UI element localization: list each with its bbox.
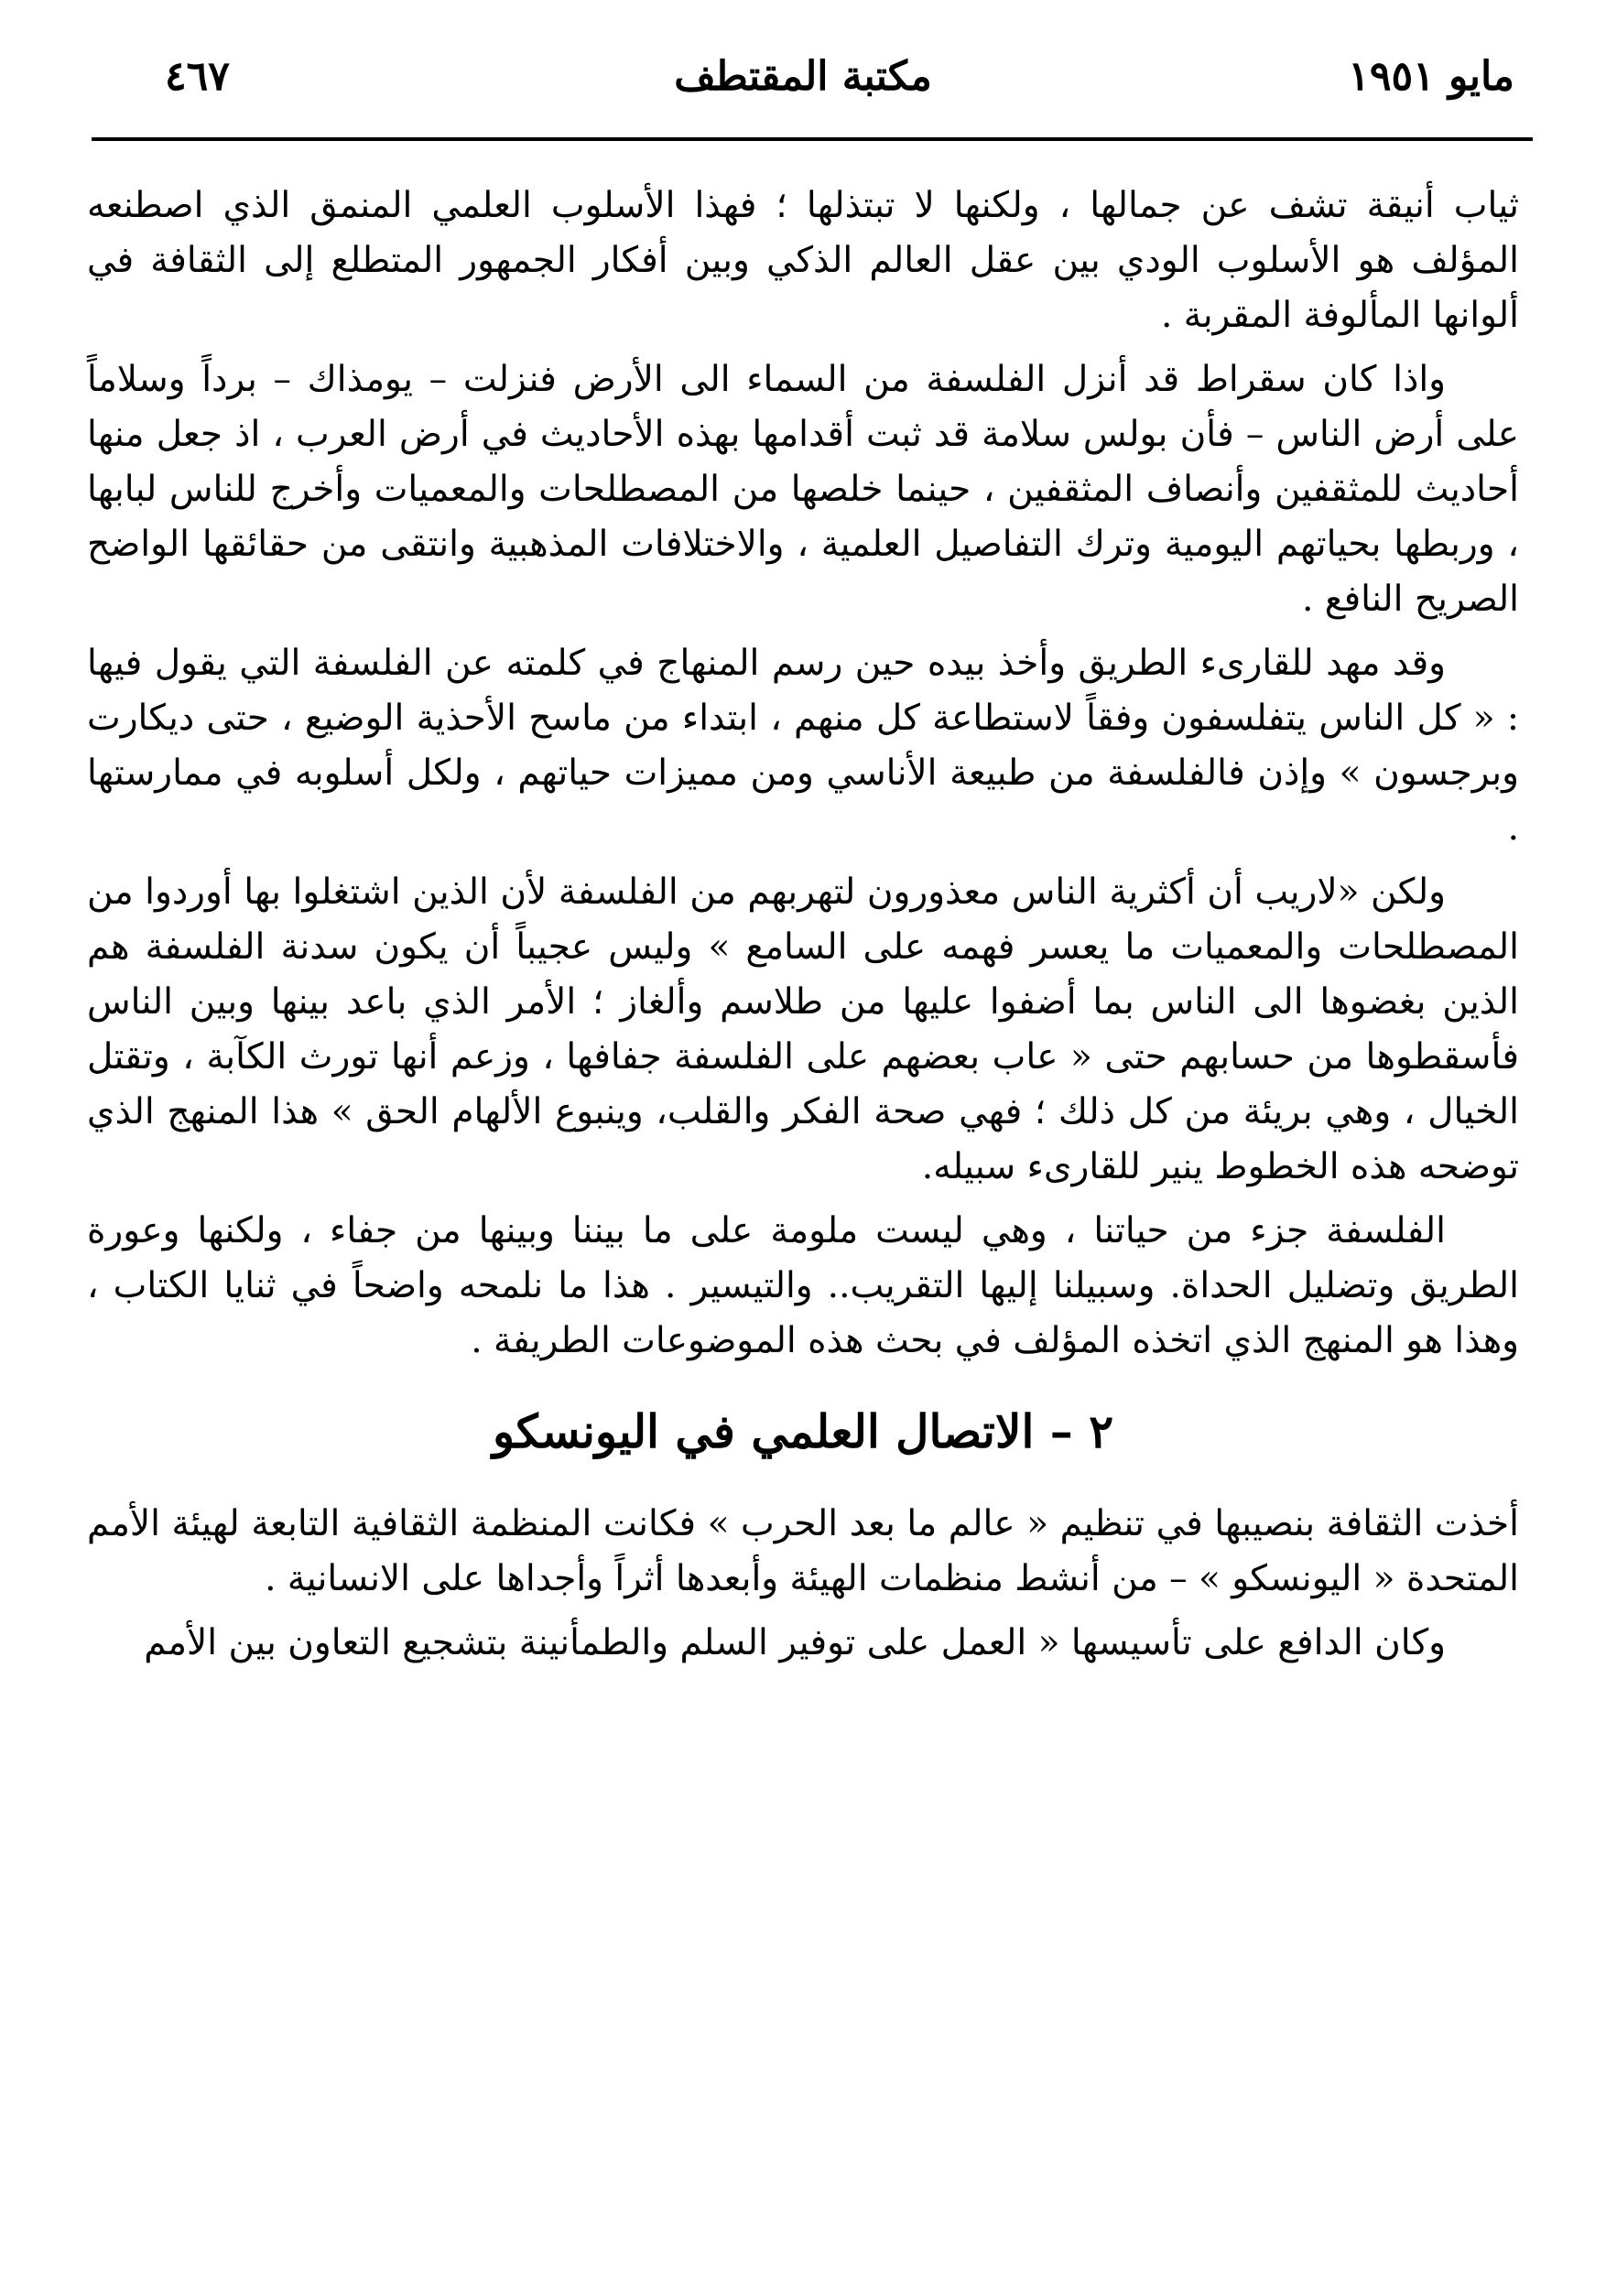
header-journal-title: مكتبة المقتطف bbox=[674, 53, 932, 100]
header-rule bbox=[92, 137, 1533, 141]
header-date: مايو ١٩٥١ bbox=[1348, 53, 1514, 100]
paragraph: ثياب أنيقة تشف عن جمالها ، ولكنها لا تبتذلها ؛ فهذا الأسلوب العلمي المنمق الذي اصطنعه المؤلف هو الأسلوب الودي بين عقل العالم الذكي وبين أفكار الجمهور المتطلع إلى الثقافة في ألوانها المألوفة المقربة . bbox=[87, 185, 1519, 336]
paragraph: الفلسفة جزء من حياتنا ، وهي ليست ملومة على ما بيننا وبينها من جفاء ، ولكنها وعورة الطريق وتضليل الحداة. وسبيلنا إليها التقريب.. والتيسير . هذا ما نلمحه واضحاً في ثنايا الكتاب ، وهذا هو المنهج الذي اتخذه المؤلف في بحث هذه الموضوعات الطريفة . bbox=[87, 1210, 1519, 1361]
body-text bbox=[87, 179, 1519, 1671]
section-heading: ٢ – الاتصال العلمي في اليونسكو bbox=[492, 1404, 1114, 1458]
paragraph: وكان الدافع على تأسيسها « العمل على توفير السلم والطمأنينة بتشجيع التعاون بين الأمم bbox=[144, 1622, 1446, 1663]
paragraph: واذا كان سقراط قد أنزل الفلسفة من السماء الى الأرض فنزلت – يومذاك – برداً وسلاماً على أرض الناس – فأن بولس سلامة قد ثبت أقدامها بهذه الأحاديث في أرض العرب ، اذ جعل منها أحاديث للمثقفين وأنصاف المثقفين ، حينما خلصها من المصطلحات والمعميات وأخرج للناس لبابها ، وربطها بحياتهم اليومية وترك التفاصيل العلمية ، والاختلافات المذهبية وانتقى من حقائقها الواضح الصريح النافع . bbox=[87, 359, 1519, 620]
paragraph: أخذت الثقافة بنصيبها في تنظيم « عالم ما بعد الحرب » فكانت المنظمة الثقافية التابعة لهيئة الأمم المتحدة « اليونسكو » – من أنشط منظمات الهيئة وأبعدها أثراً وأجداها على الانسانية . bbox=[87, 1503, 1519, 1599]
page-number: ٤٦٧ bbox=[165, 53, 230, 100]
running-header bbox=[92, 44, 1514, 117]
paragraph: ولكن «لاريب أن أكثرية الناس معذورون لتهربهم من الفلسفة لأن الذين اشتغلوا بها أوردوا من المصطلحات والمعميات ما يعسر فهمه على السامع » وليس عجيباً أن يكون سدنة الفلسفة هم الذين بغضوها الى الناس بما أضفوا عليها من طلاسم وألغاز ؛ الأمر الذي باعد بينها وبين الناس فأسقطوها من حسابهم حتى « عاب بعضهم على الفلسفة جفافها ، وزعم أنها تورث الكآبة ، وتقتل الخيال ، وهي بريئة من كل ذلك ؛ فهي صحة الفكر والقلب، وينبوع الألهام الحق » هذا المنهج الذي توضحه هذه الخطوط ينير للقارىء سبيله. bbox=[87, 872, 1519, 1187]
paragraph: وقد مهد للقارىء الطريق وأخذ بيده حين رسم المنهاج في كلمته عن الفلسفة التي يقول فيها : « كل الناس يتفلسفون وفقاً لاستطاعة كل منهم ، ابتداء من ماسح الأحذية الوضيع ، حتى ديكارت وبرجسون » وإذن فالفلسفة من طبيعة الأناسي ومن مميزات حياتهم ، ولكل أسلوبه في ممارستها . bbox=[87, 643, 1519, 849]
